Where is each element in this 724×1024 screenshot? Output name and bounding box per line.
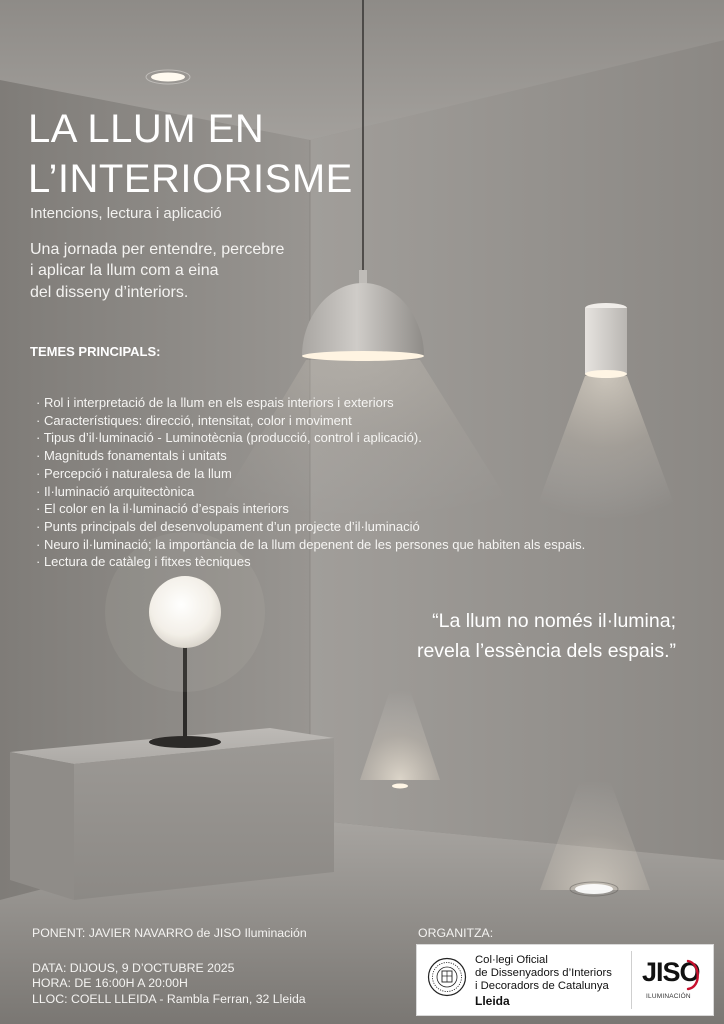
poster-title-line-2: L’INTERIORISME xyxy=(28,157,353,201)
theme-item: · Il·luminació arquitectònica xyxy=(36,483,195,499)
intro-line-2: i aplicar la llum com a eina xyxy=(30,262,219,279)
speaker-info: PONENT: JAVIER NAVARRO de JISO Iluminación xyxy=(32,926,307,940)
jiso-brand-name: JISO xyxy=(642,957,700,987)
jiso-arc-icon xyxy=(686,959,704,991)
event-location: LLOC: COELL LLEIDA - Rambla Ferran, 32 Lleida xyxy=(32,992,306,1006)
theme-item: · Rol i interpretació de la llum en els espais interiors i exteriors xyxy=(36,395,394,410)
intro-line-1: Una jornada per entendre, percebre xyxy=(30,241,285,258)
theme-item: · Magnituds fonamentals i unitats xyxy=(36,448,227,464)
college-city: Lleida xyxy=(475,994,510,1008)
event-time: HORA: DE 16:00H A 20:00H xyxy=(32,976,188,990)
college-seal-icon xyxy=(427,957,467,997)
quote-line-1: “La llum no només il·lumina; xyxy=(432,610,676,632)
organizer-label: ORGANITZA: xyxy=(418,926,494,940)
theme-item: · El color en la il·luminació d’espais interiors xyxy=(36,501,289,517)
college-name-line-1: Col·legi Oficial xyxy=(475,954,548,966)
jiso-brand-subtitle: ILUMINACIÓN xyxy=(646,993,691,1000)
organizer-logos xyxy=(416,944,714,1016)
theme-item: · Lectura de catàleg i fitxes tècniques xyxy=(36,554,251,570)
poster-title-line-1: LA LLUM EN xyxy=(28,107,265,151)
themes-list xyxy=(36,394,585,571)
theme-item: · Punts principals del desenvolupament d’un projecte d’il·luminació xyxy=(36,518,420,534)
college-name-line-2: de Dissenyadors d’Interiors xyxy=(475,967,612,979)
event-date: DATA: DIJOUS, 9 D’OCTUBRE 2025 xyxy=(32,961,235,975)
themes-heading: TEMES PRINCIPALS: xyxy=(30,344,161,359)
college-name-line-3: i Decoradors de Catalunya xyxy=(475,980,609,992)
poster-subtitle: Intencions, lectura i aplicació xyxy=(30,205,222,222)
quote-line-2: revela l’essència dels espais.” xyxy=(416,640,676,662)
intro-line-3: del disseny d’interiors. xyxy=(30,284,189,301)
theme-item: · Percepció i naturalesa de la llum xyxy=(36,465,232,481)
jiso-logo xyxy=(631,951,708,1009)
theme-item: · Característiques: direcció, intensitat, color i moviment xyxy=(36,412,352,428)
theme-item: · Tipus d’il·luminació - Luminotècnia (producció, control i aplicació). xyxy=(36,430,422,446)
theme-item: · Neuro il·luminació; la importància de la llum depenent de les persones que habiten als espais. xyxy=(36,536,586,552)
